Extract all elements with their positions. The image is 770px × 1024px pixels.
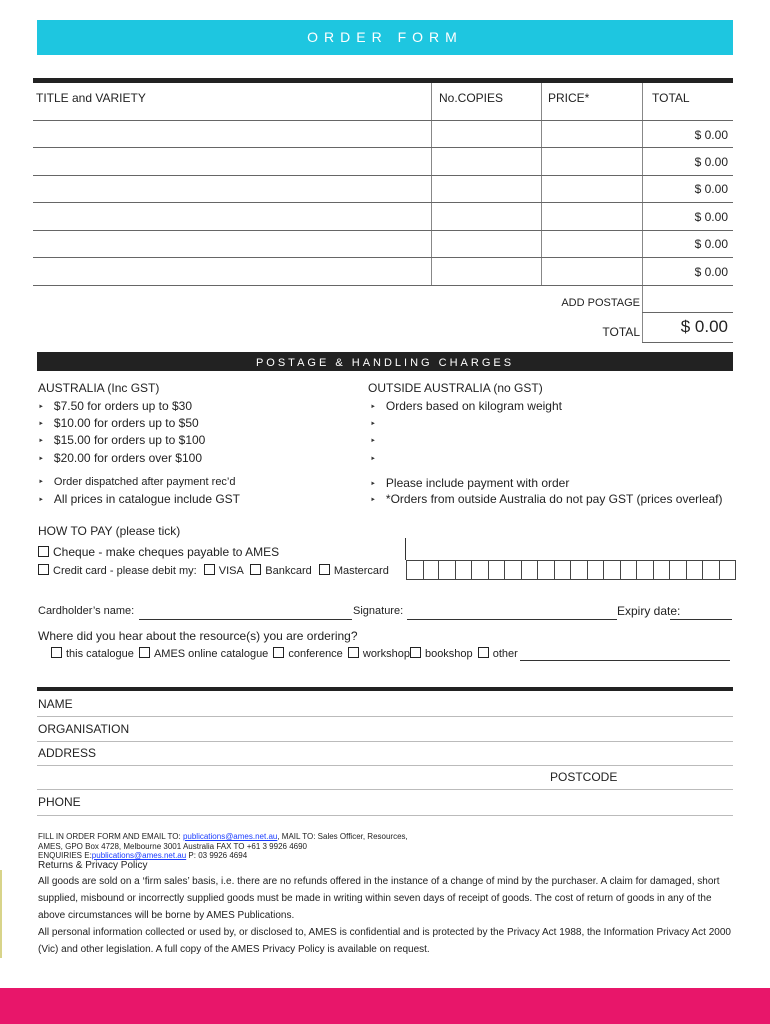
source-option-label: workshop: [362, 648, 410, 660]
credit-card-checkbox[interactable]: [38, 564, 49, 575]
outside-rate: [370, 416, 386, 430]
cheque-option[interactable]: [38, 545, 279, 559]
row-total[interactable]: $ 0.00: [694, 155, 728, 169]
enquiries-email-link[interactable]: publications@ames.net.au: [91, 851, 187, 860]
total-rule: [642, 342, 733, 343]
enquiries-text: ENQUIRIES E:: [38, 851, 92, 860]
row-rule: [33, 202, 733, 203]
email-link[interactable]: publications@ames.net.au: [182, 832, 278, 841]
conference-checkbox[interactable]: [273, 647, 284, 658]
outside-note: ‣ Please include payment with order: [370, 476, 569, 490]
cardholder-input-line[interactable]: [139, 619, 352, 620]
col-header-total: TOTAL: [652, 91, 690, 105]
this-catalogue-checkbox[interactable]: [51, 647, 62, 658]
aus-note: ‣ Order dispatched after payment rec’d: [38, 476, 236, 488]
card-digit-box[interactable]: [522, 560, 539, 580]
page-title: ORDER FORM: [307, 29, 463, 45]
col-header-price: PRICE*: [548, 91, 590, 105]
mail-to-text: , MAIL TO: Sales Officer, Resources,: [277, 832, 408, 841]
row-total[interactable]: $ 0.00: [694, 210, 728, 224]
col-divider: [541, 83, 542, 286]
source-option-label: this catalogue: [66, 648, 134, 660]
footer-bar: [0, 988, 770, 1024]
cardholder-label: Cardholder’s name:: [38, 605, 135, 617]
mastercard-checkbox[interactable]: [319, 564, 330, 575]
row-rule: [33, 120, 733, 121]
grand-total[interactable]: $ 0.00: [680, 317, 728, 336]
postage-rule: [642, 312, 733, 313]
aus-rate: ‣ $20.00 for orders over $100: [38, 451, 202, 465]
submission-info: [38, 832, 408, 861]
visa-label: VISA: [218, 565, 244, 577]
expiry-input-line[interactable]: [670, 619, 732, 620]
other-input-line[interactable]: [520, 660, 730, 661]
outside-rate: ‣ Orders based on kilogram weight: [370, 399, 562, 413]
signature-label: Signature:: [353, 605, 404, 617]
aus-note: ‣ All prices in catalogue include GST: [38, 492, 240, 506]
other-checkbox[interactable]: [478, 647, 489, 658]
source-question: Where did you hear about the resource(s) you are ordering?: [38, 629, 358, 643]
bankcard-checkbox[interactable]: [250, 564, 261, 575]
address-text: AMES, GPO Box 4728, Melbourne 3001 Australia FAX TO +61 3 9926 4690: [38, 841, 307, 851]
card-digit-box[interactable]: [423, 560, 440, 580]
card-digit-box[interactable]: [604, 560, 621, 580]
cheque-checkbox[interactable]: [38, 546, 49, 557]
privacy-text: All personal information collected or used by, or disclosed to, AMES is confidential and is protected by the Privacy Act 1988, the Information Privacy Act 2000 (Vic) and other legislation. A full copy of the AMES Privacy Policy is available on request.: [38, 927, 731, 955]
card-digit-box[interactable]: [637, 560, 654, 580]
margin-mark: [0, 870, 2, 958]
source-options: [51, 647, 518, 660]
col-header-copies: No.COPIES: [439, 91, 504, 105]
card-digit-box[interactable]: [687, 560, 704, 580]
card-box-divider: [405, 538, 406, 560]
mastercard-label: Mastercard: [333, 565, 389, 577]
signature-input-line[interactable]: [407, 619, 617, 620]
row-total[interactable]: $ 0.00: [694, 182, 728, 196]
source-option-label: other: [492, 648, 518, 660]
returns-text: All goods are sold on a ‘firm sales’ basis, i.e. there are no refunds offered in the instance of a change of mind by the purchaser. A claim for damaged, short supplied, misbound or incorrectly supplied goods must be made in writing within seven days of receipt of goods. The cost of return of goods in any of the above circumstances will be borne by AMES Publications.: [38, 876, 720, 921]
card-digit-box[interactable]: [720, 560, 737, 580]
card-digit-box[interactable]: [538, 560, 555, 580]
postcode-label: POSTCODE: [550, 770, 618, 784]
col-divider: [431, 83, 432, 286]
card-digit-box[interactable]: [439, 560, 456, 580]
row-rule: [33, 147, 733, 148]
name-input-line[interactable]: [37, 716, 733, 717]
card-digit-box[interactable]: [472, 560, 489, 580]
phone-text: P: 03 9926 4694: [186, 851, 248, 860]
aus-rate: ‣ $7.50 for orders up to $30: [38, 399, 192, 413]
credit-card-option[interactable]: [38, 564, 389, 577]
row-rule: [33, 285, 733, 286]
card-digit-box[interactable]: [588, 560, 605, 580]
contact-top-rule: [37, 687, 733, 691]
visa-checkbox[interactable]: [204, 564, 215, 575]
fill-in-text: FILL IN ORDER FORM AND EMAIL TO:: [38, 832, 181, 841]
card-digit-box[interactable]: [670, 560, 687, 580]
bankcard-label: Bankcard: [265, 565, 312, 577]
card-digit-box[interactable]: [621, 560, 638, 580]
address-input-line[interactable]: [37, 765, 733, 766]
table-top-rule: [33, 78, 733, 83]
expiry-label: Expiry date:: [617, 604, 681, 618]
postcode-input-line[interactable]: [37, 789, 733, 790]
outside-note: ‣ *Orders from outside Australia do not pay GST (prices overleaf): [370, 492, 723, 506]
name-label: NAME: [38, 697, 73, 711]
add-postage-label: ADD POSTAGE: [561, 297, 640, 309]
outside-rate: [370, 451, 386, 465]
row-rule: [33, 175, 733, 176]
outside-heading: OUTSIDE AUSTRALIA (no GST): [368, 381, 543, 395]
card-digit-box[interactable]: [555, 560, 572, 580]
row-total[interactable]: $ 0.00: [694, 237, 728, 251]
source-option-label: AMES online catalogue: [153, 648, 269, 660]
workshop-checkbox[interactable]: [348, 647, 359, 658]
card-digit-box[interactable]: [406, 560, 424, 580]
source-option-label: bookshop: [424, 648, 473, 660]
aus-heading: AUSTRALIA (Inc GST): [38, 381, 160, 395]
aus-rate: ‣ $10.00 for orders up to $50: [38, 416, 199, 430]
address-label: ADDRESS: [38, 746, 97, 760]
card-digit-box[interactable]: [703, 560, 720, 580]
cheque-label: Cheque - make cheques payable to AMES: [53, 545, 280, 559]
total-label: TOTAL: [602, 325, 640, 339]
source-option-label: conference: [288, 648, 343, 660]
credit-card-label: Credit card - please debit my:: [53, 565, 197, 577]
card-digit-box[interactable]: [654, 560, 671, 580]
phone-input-line[interactable]: [37, 815, 733, 816]
order-form-header: [37, 20, 733, 55]
phone-label: PHONE: [38, 795, 81, 809]
card-digit-box[interactable]: [456, 560, 473, 580]
postage-heading: POSTAGE & HANDLING CHARGES: [255, 357, 515, 369]
col-header-title: TITLE and VARIETY: [36, 91, 146, 105]
card-digit-box[interactable]: [489, 560, 506, 580]
organisation-input-line[interactable]: [37, 741, 733, 742]
row-total[interactable]: $ 0.00: [694, 265, 728, 279]
returns-heading: Returns & Privacy Policy: [38, 860, 148, 871]
outside-rate: [370, 433, 386, 447]
how-to-pay-heading: HOW TO PAY (please tick): [38, 524, 181, 538]
col-divider: [642, 83, 643, 343]
postage-heading-bar: [37, 352, 733, 371]
card-digit-box[interactable]: [505, 560, 522, 580]
row-total[interactable]: $ 0.00: [694, 128, 728, 142]
organisation-label: ORGANISATION: [38, 722, 130, 736]
online-catalogue-checkbox[interactable]: [139, 647, 150, 658]
card-digit-box[interactable]: [571, 560, 588, 580]
row-rule: [33, 230, 733, 231]
row-rule: [33, 257, 733, 258]
aus-rate: ‣ $15.00 for orders up to $100: [38, 433, 205, 447]
bookshop-checkbox[interactable]: [410, 647, 421, 658]
